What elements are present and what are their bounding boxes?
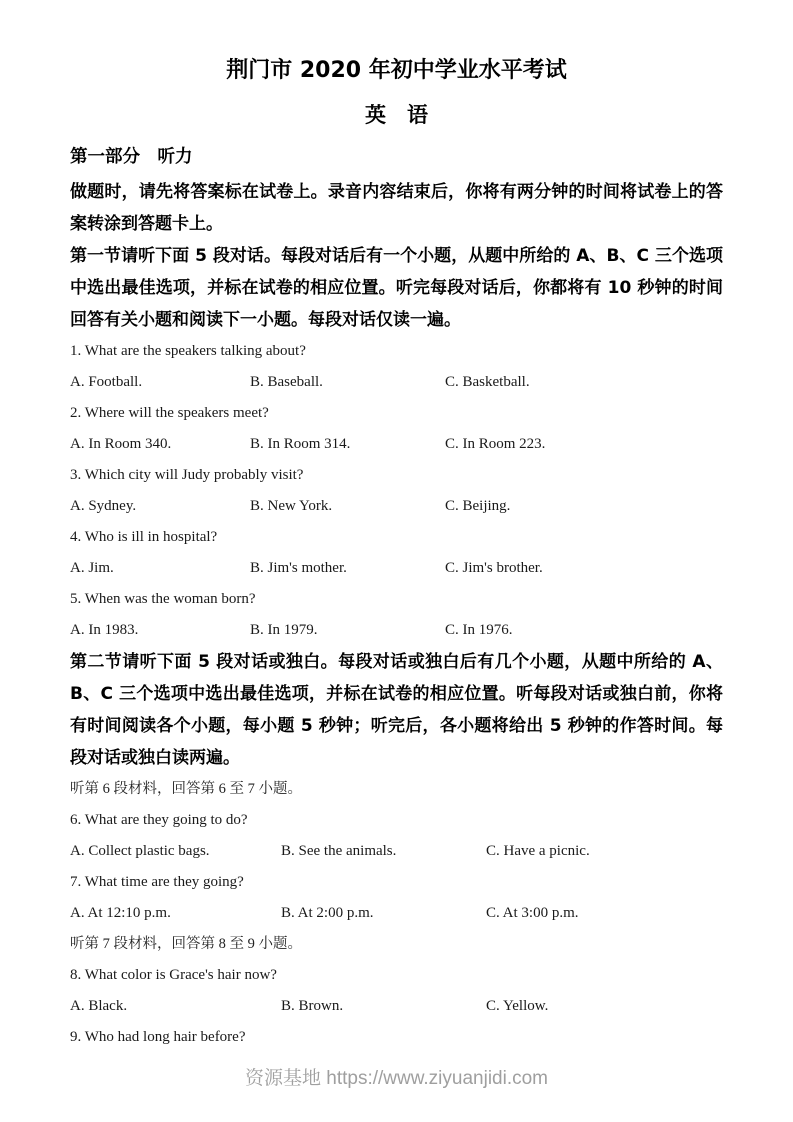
question-5-options xyxy=(70,615,723,646)
exam-subject: 英 语 xyxy=(365,103,428,127)
option-c: C. Basketball. xyxy=(445,374,530,390)
option-b: B. In 1979. xyxy=(250,622,318,638)
option-a: A. At 12:10 p.m. xyxy=(70,905,171,921)
question-2: 2. Where will the speakers meet? xyxy=(70,405,269,421)
question-1: 1. What are the speakers talking about? xyxy=(70,343,306,359)
question-5: 5. When was the woman born? xyxy=(70,591,256,607)
question-7: 7. What time are they going? xyxy=(70,874,244,890)
question-7-options xyxy=(70,898,723,929)
option-a: A. In Room 340. xyxy=(70,436,172,452)
option-a: A. Football. xyxy=(70,374,143,390)
material-7-note: 听第 7 段材料，回答第 8 至 9 小题。 xyxy=(70,936,302,952)
question-4: 4. Who is ill in hospital? xyxy=(70,529,218,545)
question-9: 9. Who had long hair before? xyxy=(70,1029,246,1045)
option-b: B. New York. xyxy=(250,498,333,514)
option-b: B. See the animals. xyxy=(281,843,397,859)
section1-directions: 第一节请听下面 5 段对话。每段对话后有一个小题，从题中所给的 A、B、C 三个选项中选出最佳选项，并标在试卷的相应位置。听完每段对话后，你都将有 10 秒钟的时间回答有关小题和阅读下一小题。每段对话仅读一遍。 xyxy=(70,246,723,330)
option-a: A. Jim. xyxy=(70,560,114,576)
option-a: A. Sydney. xyxy=(70,498,137,514)
option-b: B. Baseball. xyxy=(250,374,323,390)
option-a: A. In 1983. xyxy=(70,622,139,638)
question-3: 3. Which city will Judy probably visit? xyxy=(70,467,304,483)
part1-heading: 第一部分 听力 xyxy=(70,147,193,167)
option-c: C. Have a picnic. xyxy=(486,843,590,859)
question-2-options xyxy=(70,429,723,460)
section2-directions: 第二节请听下面 5 段对话或独白。每段对话或独白后有几个小题，从题中所给的 A、B、C 三个选项中选出最佳选项，并标在试卷的相应位置。听每段对话或独白前，你将有时间阅读各个小题，每小题 5 秒钟；听完后，各小题将给出 5 秒钟的作答时间。每段对话或独白读两遍。 xyxy=(70,652,723,768)
exam-title: 荆门市 2020 年初中学业水平考试 xyxy=(226,58,567,83)
question-8-options xyxy=(70,991,723,1022)
question-6: 6. What are they going to do? xyxy=(70,812,248,828)
footer-watermark xyxy=(0,1064,793,1094)
option-b: B. At 2:00 p.m. xyxy=(281,905,374,921)
option-c: C. In 1976. xyxy=(445,622,513,638)
listening-intro: 做题时，请先将答案标在试卷上。录音内容结束后，你将有两分钟的时间将试卷上的答案转涂到答题卡上。 xyxy=(70,182,723,234)
option-c: C. Jim's brother. xyxy=(445,560,543,576)
option-c: C. In Room 223. xyxy=(445,436,546,452)
option-c: C. At 3:00 p.m. xyxy=(486,905,579,921)
question-1-options xyxy=(70,367,723,398)
question-3-options xyxy=(70,491,723,522)
option-b: B. Jim's mother. xyxy=(250,560,347,576)
question-6-options xyxy=(70,836,723,867)
material-6-note: 听第 6 段材料，回答第 6 至 7 小题。 xyxy=(70,781,302,797)
question-4-options xyxy=(70,553,723,584)
option-b: B. In Room 314. xyxy=(250,436,351,452)
option-b: B. Brown. xyxy=(281,998,344,1014)
option-c: C. Beijing. xyxy=(445,498,511,514)
question-8: 8. What color is Grace's hair now? xyxy=(70,967,277,983)
option-a: A. Collect plastic bags. xyxy=(70,843,210,859)
option-c: C. Yellow. xyxy=(486,998,549,1014)
footer-link[interactable]: 资源基地 https://www.ziyuanjidi.com xyxy=(244,1068,549,1089)
option-a: A. Black. xyxy=(70,998,128,1014)
